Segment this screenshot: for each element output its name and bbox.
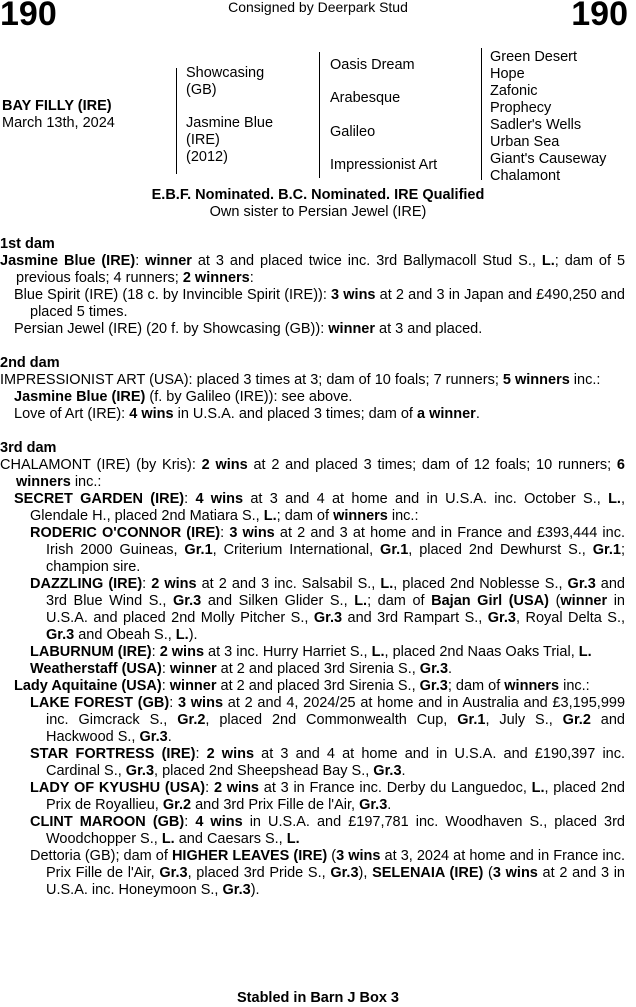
text: . [387,797,392,813]
text: at 3 inc. Hurry Harriet S., [204,644,372,660]
dam [186,115,273,166]
bold-text: a winner [416,406,476,422]
section-heading: 3rd dam [0,440,57,456]
bold-text: winner [145,253,192,269]
grandparent-1: Oasis Dream [330,57,415,73]
pedigree-entry [0,253,625,287]
text: in U.S.A. and placed 2nd Molly Pitcher S., [46,593,625,626]
bold-text: L. [286,831,300,847]
text: ( [549,593,561,609]
great-grandparent: Zafonic [490,83,538,99]
text: : [205,780,214,796]
bold-text: 2 wins [159,644,205,660]
bold-text: Weatherstaff (USA) [30,661,162,677]
bold-text: 4 wins [129,406,174,422]
text: and Obeah S., [74,627,176,643]
bold-text: Gr.3 [419,661,449,677]
text: Persian Jewel (IRE) (20 f. by Showcasing (GB)): [14,321,329,337]
text: ; dam of [367,593,432,609]
text: , placed 2nd Noblesse S., [393,576,568,592]
bold-text: Gr.3 [567,576,596,592]
bold-text: Gr.3 [46,627,75,643]
bold-text: L. [175,627,189,643]
text: : [142,576,152,592]
bold-text: Bajan Girl (USA) [431,593,549,609]
text: , placed 2nd Sheepshead Bay S., [154,763,374,779]
bold-text: winner [169,678,217,694]
text: , placed 2nd Commonwealth Cup, [205,712,458,728]
pedigree-entry [0,287,625,321]
bold-text: CLINT MAROON (GB) [30,814,185,830]
pedigree-entry [0,780,625,814]
stabling-info: Stabled in Barn J Box 3 [237,990,399,1006]
bold-text: Gr.2 [562,712,591,728]
text: and Hackwood S., [46,712,625,745]
bold-text: 3 wins [177,695,224,711]
bold-text: Gr.1 [457,712,486,728]
bold-text: RODERIC O'CONNOR (IRE) [30,525,221,541]
great-grandparent: Chalamont [490,168,561,184]
bold-text: LADY OF KYUSHU (USA) [30,780,206,796]
bold-text: Gr.3 [373,763,402,779]
bold-text: Gr.3 [487,610,516,626]
bold-text: winners [504,678,560,694]
text: at 2 and 3 inc. Salsabil S., [196,576,381,592]
pedigree-entry [0,372,625,389]
text: : [184,491,196,507]
text: CHALAMONT (IRE) (by Kris): [0,457,202,473]
bold-text: Gr.3 [222,882,251,898]
bold-text: L. [161,831,175,847]
text: at 3, 2024 at home and in France inc. Prix Fille de l'Air, [46,848,625,881]
bold-text: Gr.3 [173,593,202,609]
bold-text: DAZZLING (IRE) [30,576,143,592]
section-heading: 2nd dam [0,355,60,371]
bold-text: 4 wins [195,814,243,830]
great-grandparent: Sadler's Wells [490,117,582,133]
great-grandparent: Urban Sea [490,134,560,150]
text: at 3 and placed. [375,321,483,337]
text: at 3 in France inc. Derby du Languedoc, [259,780,532,796]
text: . [167,729,172,745]
text: at 3 and 4 at home and in U.S.A. and £190,397 inc. Cardinal S., [46,746,626,779]
text: , placed 2nd Prix de Royallieu, [46,780,625,813]
bold-text: L. [531,780,545,796]
text: ; dam of [276,508,334,524]
bold-text: LAKE FOREST (GB) [30,695,170,711]
text: : [161,661,170,677]
bold-text: 2 winners [182,270,250,286]
text: in U.S.A. and £197,781 inc. Woodhaven S., placed 3rd Woodchopper S., [46,814,626,847]
pedigree-entry [0,644,625,661]
bold-text: LABURNUM (IRE) [30,644,152,660]
pedigree-entry [0,576,625,644]
pedigree-entry [0,491,625,525]
text: : [249,270,254,286]
text: : [195,746,207,762]
bold-text: L. [578,644,592,660]
text: at 2 and placed 3rd Sirenia S., [216,661,420,677]
bold-text: Gr.3 [159,865,188,881]
bold-text: 3 wins [336,848,381,864]
sire-country: (GB) [186,82,217,98]
text: and 3rd Blue Wind S., [46,576,625,609]
great-grandparent: Hope [490,66,525,82]
bold-text: L. [354,593,368,609]
pedigree-entry [0,695,625,746]
sire-name: Showcasing [186,65,265,81]
lot-number-left: 190 [0,0,57,33]
pedigree-entry [0,321,625,338]
bold-text: winner [560,593,608,609]
dam-country: (IRE) [186,132,220,148]
text: . [475,406,480,422]
text: at 2 and 4, 2024/25 at home and in Australia and £3,195,999 inc. Gimcrack S., [46,695,626,728]
bold-text: 2 wins [206,746,255,762]
text: ), [358,865,373,881]
bold-text: 3 wins [492,865,538,881]
text: Love of Art (IRE): [14,406,130,422]
text: , Glendale H., placed 2nd Matiara S., [30,491,625,524]
text: and Silken Glider S., [201,593,355,609]
sister-note: Own sister to Persian Jewel (IRE) [209,204,427,220]
pedigree-entry [0,746,625,780]
bold-text: 2 wins [213,780,259,796]
text: (f. by Galileo (IRE)): see above. [145,389,353,405]
nominations: E.B.F. Nominated. B.C. Nominated. IRE Qualified [151,187,485,203]
bold-text: 3 wins [331,287,376,303]
text: at 2 and 3 in Japan and £490,250 and placed 5 times. [30,287,625,320]
bold-text: 3 wins [229,525,275,541]
text: : [161,678,170,694]
bold-text: L. [541,253,555,269]
pedigree-entry [0,848,625,899]
bold-text: Jasmine Blue (IRE) [0,253,136,269]
text: IMPRESSIONIST ART (USA): placed 3 times at 3; dam of 10 foals; 7 runners; [0,372,503,388]
bold-text: L. [371,644,385,660]
bold-text: SECRET GARDEN (IRE) [14,491,185,507]
text: , July S., [485,712,563,728]
text: ). [188,627,198,643]
text: ( [483,865,493,881]
bold-text: Gr.3 [419,678,448,694]
pedigree-entry [0,525,625,576]
text: at 2 and placed 3 times; dam of 12 foals; 10 runners; [247,457,617,473]
bold-text: Lady Aquitaine (USA) [14,678,162,694]
text: and Caesars S., [174,831,287,847]
pedigree-entry [0,814,625,848]
text: at 3 and placed twice inc. 3rd Ballymacoll Stud S., [191,253,542,269]
text: inc.: [559,678,590,694]
dam-year: (2012) [186,149,228,165]
grandparent-2: Arabesque [330,90,401,106]
great-grandparent: Prophecy [490,100,552,116]
text: Dettoria (GB); dam of [30,848,172,864]
section-heading: 1st dam [0,236,55,252]
great-grandparent: Green Desert [490,49,578,65]
text: , Royal Delta S., [516,610,626,626]
bold-text: L. [263,508,277,524]
text: and 3rd Prix Fille de l'Air, [191,797,360,813]
text: at 2 and placed 3rd Sirenia S., [216,678,420,694]
bold-text: Gr.3 [139,729,168,745]
text: ( [327,848,337,864]
dam-name: Jasmine Blue [186,115,274,131]
text: ; champion sire. [46,542,625,575]
sire [186,65,264,99]
pedigree-entry [0,457,625,491]
text: , placed 2nd Dewhurst S., [408,542,593,558]
pedigree-entry [0,406,625,423]
text: : [169,695,178,711]
bold-text: Jasmine Blue (IRE) [14,389,146,405]
text: at 2 and 3 in U.S.A. inc. Honeymoon S., [46,865,625,898]
text: , Criterium International, [212,542,381,558]
pedigree-entry [0,678,625,695]
catalogue-body [0,236,625,899]
pedigree-divider-2 [319,52,320,178]
bold-text: 5 winners [502,372,570,388]
grandparent-4: Impressionist Art [330,157,438,173]
text: . [401,763,406,779]
bold-text: HIGHER LEAVES (IRE) [171,848,328,864]
pedigree-divider-3 [481,48,482,180]
text: : [135,253,146,269]
bold-text: 2 wins [201,457,248,473]
text: , placed 3rd Pride S., [187,865,331,881]
horse-name: BAY FILLY (IRE) [2,98,112,114]
lot-number-right: 190 [571,0,628,33]
text: ). [250,882,260,898]
bold-text: Gr.2 [162,797,192,813]
text: inc.: [70,474,102,490]
bold-text: Gr.2 [177,712,206,728]
bold-text: winners [333,508,388,524]
text: inc.: [387,508,419,524]
bold-text: Gr.1 [184,542,213,558]
bold-text: L. [380,576,394,592]
text: and 3rd Rampart S., [342,610,488,626]
bold-text: 6 winners [16,457,625,490]
text: : [184,814,196,830]
pedigree-entry [0,389,625,406]
text: . [448,661,453,677]
bold-text: Gr.1 [592,542,621,558]
bold-text: winner [328,321,376,337]
foaling-date: March 13th, 2024 [2,115,115,131]
bold-text: 2 wins [151,576,197,592]
bold-text: Gr.1 [380,542,409,558]
bold-text: STAR FORTRESS (IRE) [30,746,196,762]
text: Blue Spirit (IRE) (18 c. by Invincible Spirit (IRE)): [14,287,332,303]
great-grandparent: Giant's Causeway [490,151,607,167]
text: : [151,644,160,660]
text: : [220,525,230,541]
bold-text: 4 wins [195,491,244,507]
bold-text: L. [608,491,621,507]
text: ; dam of 5 previous foals; 4 runners; [16,253,626,286]
text: at 3 and 4 at home and in U.S.A. inc. October S., [243,491,609,507]
bold-text: Gr.3 [125,763,155,779]
pedigree-entry [0,661,625,678]
text: in U.S.A. and placed 3 times; dam of [173,406,417,422]
text: ; dam of [447,678,505,694]
bold-text: Gr.3 [313,610,343,626]
grandparent-3: Galileo [330,124,376,140]
pedigree-divider-1 [176,68,177,174]
text: inc.: [569,372,601,388]
bold-text: Gr.3 [330,865,359,881]
text: , placed 2nd Naas Oaks Trial, [384,644,579,660]
bold-text: Gr.3 [359,797,388,813]
great-grandparents [490,49,606,185]
consignor: Consigned by Deerpark Stud [228,0,408,15]
bold-text: winner [169,661,217,677]
bold-text: SELENAIA (IRE) [372,865,484,881]
text: at 2 and 3 at home and in France and £393,444 inc. Irish 2000 Guineas, [46,525,626,558]
